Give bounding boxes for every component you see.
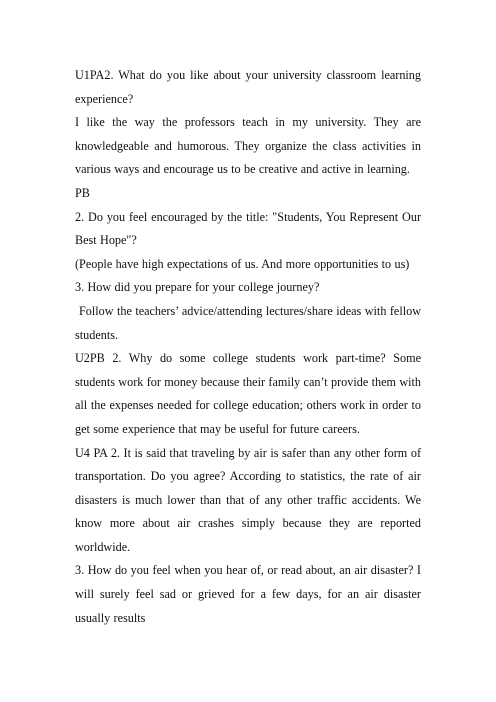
- question-answer-u2pb-2: U2PB 2. Why do some college students work part-time? Some students work for money because their family can’t provide them with all the expenses needed for college education; others work in order to get some experience that may be useful for future careers.: [75, 351, 421, 436]
- section-label-pb: PB: [75, 185, 90, 200]
- question-pb-2: 2. Do you feel encouraged by the title: "Students, You Represent Our Best Hope"?: [75, 209, 421, 248]
- answer-pb-2: (People have high expectations of us. And more opportunities to us): [75, 256, 410, 271]
- question-pb-3: 3. How did you prepare for your college journey?: [75, 280, 320, 295]
- question-u1pa2: U1PA2. What do you like about your university classroom learning experience?: [75, 68, 421, 106]
- question-answer-u4pa-3: 3. How do you feel when you hear of, or read about, an air disaster? I will surely feel sad or grieved for a few days, for an air disaster usually results: [75, 563, 421, 625]
- answer-pb-3: Follow the teachers’ advice/attending lectures/share ideas with fellow students.: [75, 303, 421, 342]
- document-body: [75, 64, 421, 630]
- question-answer-u4pa-2: U4 PA 2. It is said that traveling by air is safer than any other form of transportation. Do you agree? According to statistics, the rate of air disasters is much lower than that of any other traffic accidents. We know more about air crashes simply because they are reported worldwide.: [75, 445, 421, 554]
- answer-u1pa2: I like the way the professors teach in my university. They are knowledgeable and humorous. They organize the class activities in various ways and encourage us to be creative and active in learning.: [75, 115, 421, 177]
